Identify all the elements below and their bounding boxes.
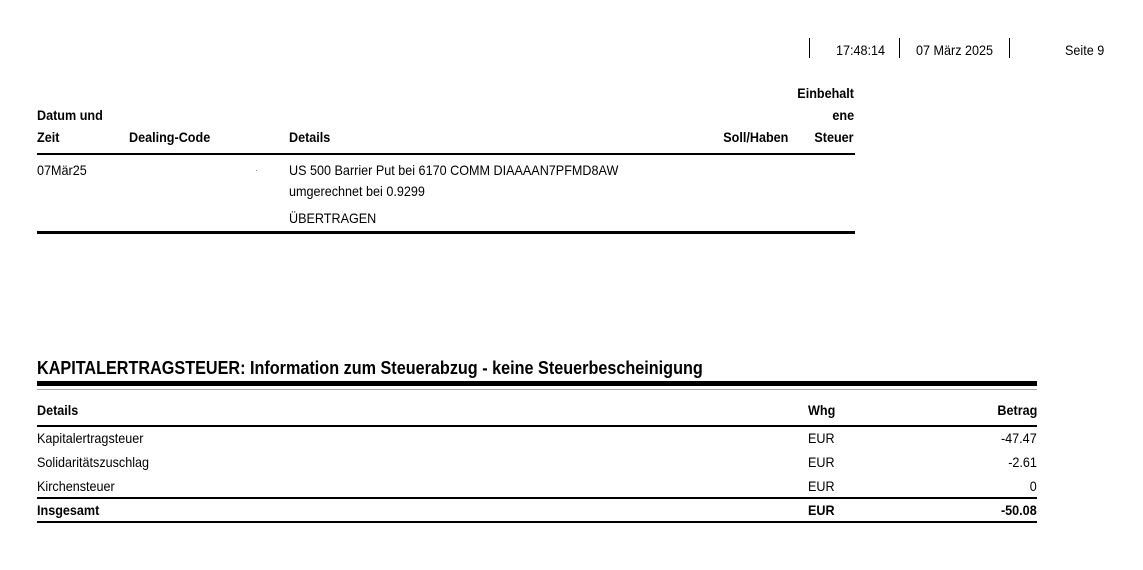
column-header-betrag: Betrag	[997, 402, 1037, 418]
column-header-dealing-code: Dealing-Code	[129, 129, 211, 145]
column-header-details: Details	[289, 129, 331, 145]
tax-row-details: Solidaritätszuschlag	[37, 454, 150, 470]
table-row	[37, 426, 1037, 450]
header-divider	[1009, 38, 1010, 58]
row-marker	[256, 170, 257, 171]
column-header-zeit: Zeit	[37, 129, 60, 145]
row-details-line1: US 500 Barrier Put bei 6170 COMM DIAAAAN7PFMD8AW	[289, 162, 619, 178]
column-header-steuer-line2: ene	[832, 107, 854, 123]
column-header-datum: Datum und	[37, 107, 103, 123]
tax-total-row	[37, 498, 1037, 522]
tax-row-amount: -2.61	[1008, 454, 1037, 470]
column-header-details: Details	[37, 402, 79, 418]
tax-row-currency: EUR	[808, 430, 835, 446]
tax-row-currency: EUR	[808, 454, 835, 470]
header-divider	[899, 38, 900, 58]
table-row	[37, 450, 1037, 474]
section-title: KAPITALERTRAGSTEUER: Information zum Steuerabzug - keine Steuerbescheinigung	[37, 358, 703, 378]
table-bottom-rule	[37, 231, 855, 234]
column-header-whg: Whg	[808, 402, 836, 418]
section-title-subrule	[37, 389, 1037, 390]
tax-row-currency: EUR	[808, 478, 835, 494]
tax-row-details: Kirchensteuer	[37, 478, 115, 494]
header-divider	[809, 38, 810, 58]
tax-row-amount: 0	[1029, 478, 1037, 494]
table-row	[37, 474, 1037, 498]
column-header-steuer-line3: Steuer	[814, 129, 854, 145]
tax-total-currency: EUR	[808, 502, 835, 518]
row-details-line2: umgerechnet bei 0.9299	[289, 183, 425, 199]
header-date: 07 März 2025	[916, 42, 994, 58]
tax-total-label: Insgesamt	[37, 502, 100, 518]
tax-row-details: Kapitalertragsteuer	[37, 430, 144, 446]
tax-total-amount: -50.08	[1001, 502, 1037, 518]
page-number: Seite 9	[1065, 42, 1105, 58]
tax-bottom-rule	[37, 521, 1037, 523]
header-time: 17:48:14	[836, 42, 886, 58]
header-rule	[37, 153, 855, 155]
column-header-soll-haben: Soll/Haben	[722, 129, 788, 145]
column-header-steuer-line1: Einbehalt	[797, 85, 854, 101]
row-details-line3: ÜBERTRAGEN	[289, 210, 377, 226]
row-date: 07Mär25	[37, 162, 87, 178]
tax-row-amount: -47.47	[1001, 430, 1037, 446]
tax-table-header	[37, 398, 1037, 422]
section-title-rule	[37, 381, 1037, 386]
